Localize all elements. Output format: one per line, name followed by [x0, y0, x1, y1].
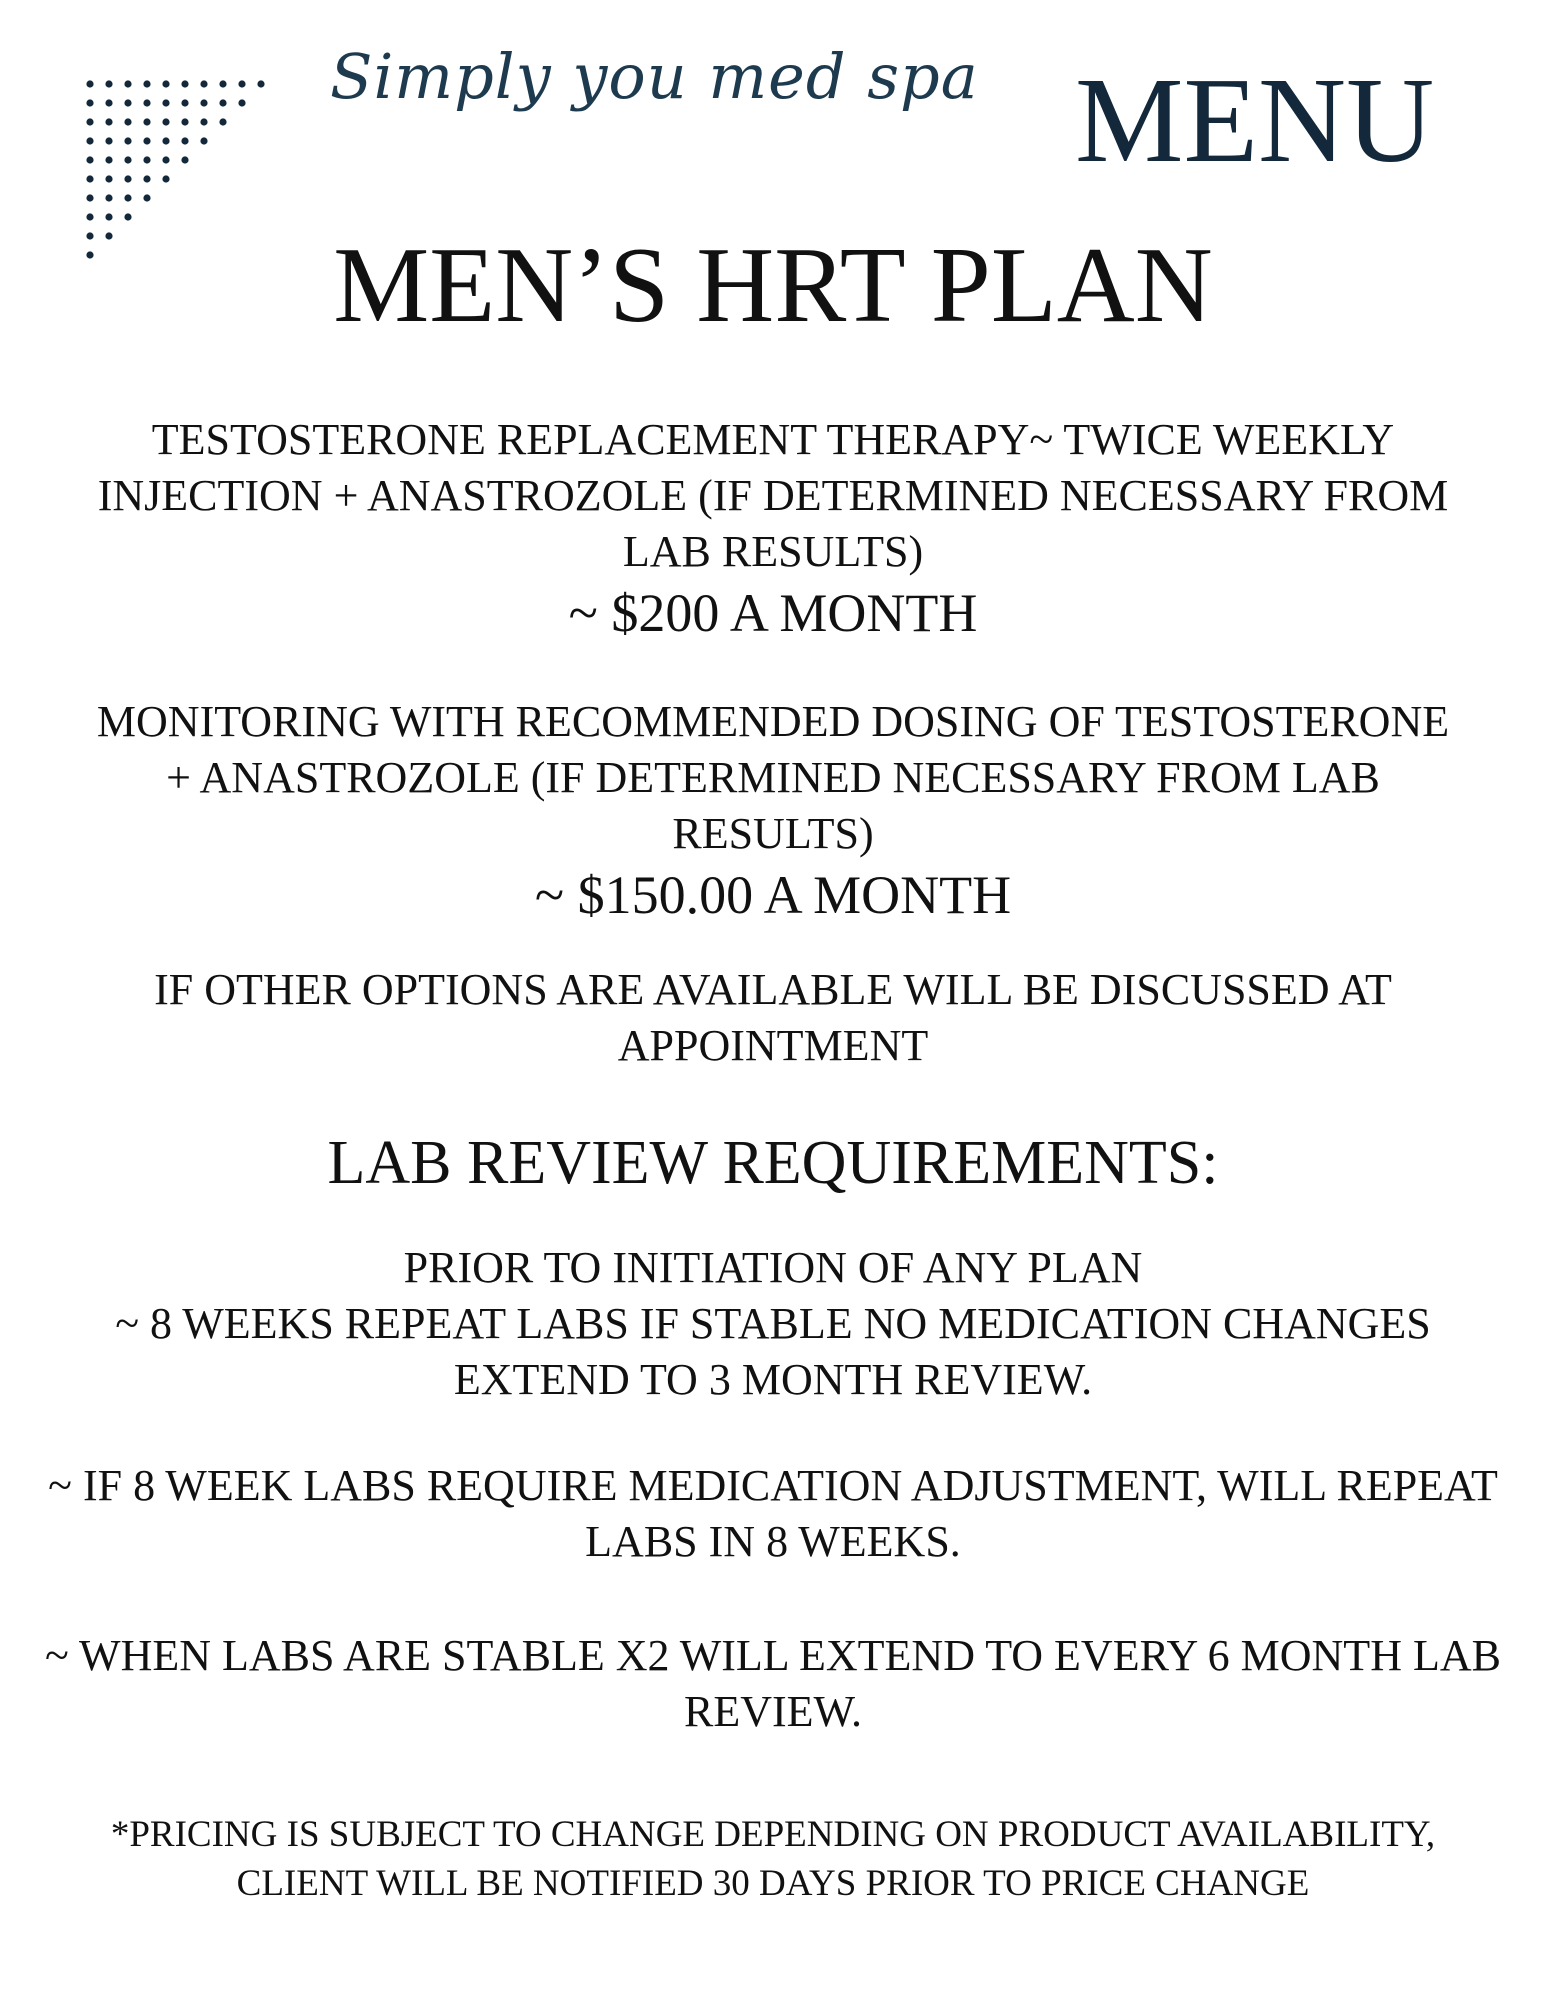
decor-dot — [200, 80, 207, 87]
decor-dot — [86, 194, 93, 201]
decor-dot — [124, 118, 131, 125]
decor-dot — [162, 99, 169, 106]
decor-dot — [143, 80, 150, 87]
decor-dot — [238, 99, 245, 106]
decor-dot — [162, 80, 169, 87]
decor-dot — [86, 137, 93, 144]
lab-review-item-2: ~ IF 8 WEEK LABS REQUIRE MEDICATION ADJUSTMENT, WILL REPEAT LABS IN 8 WEEKS. — [48, 1461, 1498, 1566]
decor-dot — [124, 175, 131, 182]
decor-dot — [181, 137, 188, 144]
decor-dot — [105, 213, 112, 220]
plan-2-description: MONITORING WITH RECOMMENDED DOSING OF TESTOSTERONE + ANASTROZOLE (IF DETERMINED NECESSARY FROM LAB RESULTS) — [96, 697, 1450, 858]
lab-review-item-3: ~ WHEN LABS ARE STABLE X2 WILL EXTEND TO EVERY 6 MONTH LAB REVIEW. — [45, 1631, 1501, 1736]
decor-dot — [200, 99, 207, 106]
decor-dot — [124, 156, 131, 163]
decor-dot — [219, 118, 226, 125]
lab-review-heading: LAB REVIEW REQUIREMENTS: — [327, 1129, 1219, 1197]
plan-1-description: TESTOSTERONE REPLACEMENT THERAPY~ TWICE WEEKLY INJECTION + ANASTROZOLE (IF DETERMINED NECESSARY FROM LAB RESULTS) — [97, 415, 1449, 576]
decor-dot — [105, 175, 112, 182]
decor-dot — [124, 99, 131, 106]
decor-dot — [162, 175, 169, 182]
menu-heading: MENU — [1075, 53, 1435, 188]
plan-2 — [0, 694, 1546, 926]
decor-dot — [124, 137, 131, 144]
decor-dot — [124, 213, 131, 220]
decor-dot — [143, 99, 150, 106]
decor-dot — [143, 156, 150, 163]
plan-1 — [0, 412, 1546, 644]
decor-dot — [181, 99, 188, 106]
decor-dot — [219, 80, 226, 87]
decor-dot — [200, 137, 207, 144]
decor-dot — [124, 194, 131, 201]
plan-2-price: ~ $150.00 A MONTH — [534, 865, 1012, 925]
decor-dot — [181, 80, 188, 87]
decor-dot — [143, 137, 150, 144]
decor-dot — [219, 99, 226, 106]
other-options-note: IF OTHER OPTIONS ARE AVAILABLE WILL BE DISCUSSED AT APPOINTMENT — [154, 965, 1392, 1070]
decor-dot — [143, 194, 150, 201]
decor-dot — [105, 80, 112, 87]
decor-dot — [257, 80, 264, 87]
decor-dot — [86, 80, 93, 87]
decor-dot — [86, 175, 93, 182]
decor-dot — [143, 118, 150, 125]
pricing-footnote: *PRICING IS SUBJECT TO CHANGE DEPENDING ON PRODUCT AVAILABILITY, CLIENT WILL BE NOTIFIED 30 DAYS PRIOR TO PRICE CHANGE — [110, 1814, 1436, 1904]
decor-dot — [105, 194, 112, 201]
plan-1-price: ~ $200 A MONTH — [568, 583, 978, 643]
decor-dot — [86, 118, 93, 125]
decor-dot — [181, 156, 188, 163]
decor-dot — [124, 80, 131, 87]
brand-logo-text: Simply you med spa — [330, 40, 979, 113]
decor-dot — [162, 118, 169, 125]
decor-dot — [162, 137, 169, 144]
decor-dot — [105, 99, 112, 106]
decor-dot — [86, 213, 93, 220]
decor-dot — [143, 175, 150, 182]
page-title: MEN’S HRT PLAN — [333, 226, 1213, 345]
decor-dot — [181, 118, 188, 125]
decor-dot — [105, 137, 112, 144]
decor-dot — [162, 156, 169, 163]
decor-dot — [238, 80, 245, 87]
lab-review-item-1: PRIOR TO INITIATION OF ANY PLAN ~ 8 WEEKS REPEAT LABS IF STABLE NO MEDICATION CHANGES EXTEND TO 3 MONTH REVIEW. — [115, 1243, 1431, 1404]
decor-dot — [105, 156, 112, 163]
decor-dot — [86, 99, 93, 106]
decor-dot — [86, 156, 93, 163]
decor-dot — [200, 118, 207, 125]
decor-dot — [105, 118, 112, 125]
